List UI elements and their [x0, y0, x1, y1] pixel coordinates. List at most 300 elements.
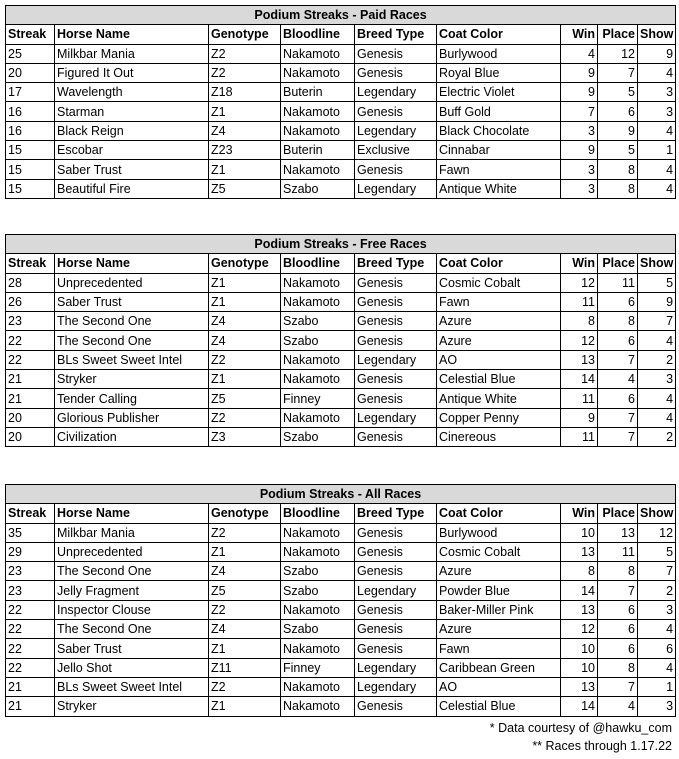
cell-show: 12	[638, 523, 676, 542]
cell-breed-type: Legendary	[355, 581, 437, 600]
cell-place: 7	[598, 408, 638, 427]
cell-show: 4	[638, 63, 676, 82]
column-header-breed-type: Breed Type	[355, 254, 437, 273]
table-row	[6, 389, 676, 408]
cell-coat-color: Burlywood	[437, 523, 561, 542]
cell-bloodline: Szabo	[281, 427, 355, 446]
column-header-streak: Streak	[6, 254, 55, 273]
cell-breed-type: Legendary	[355, 677, 437, 696]
column-header-win: Win	[561, 504, 598, 523]
cell-win: 10	[561, 658, 598, 677]
cell-genotype: Z2	[209, 408, 281, 427]
cell-horse-name: Milkbar Mania	[55, 44, 209, 63]
column-header-bloodline: Bloodline	[281, 25, 355, 44]
cell-streak: 22	[6, 620, 55, 639]
cell-bloodline: Szabo	[281, 562, 355, 581]
cell-win: 3	[561, 179, 598, 198]
cell-streak: 20	[6, 408, 55, 427]
cell-coat-color: Royal Blue	[437, 63, 561, 82]
column-header-breed-type: Breed Type	[355, 504, 437, 523]
cell-breed-type: Genesis	[355, 292, 437, 311]
cell-genotype: Z4	[209, 562, 281, 581]
cell-show: 4	[638, 389, 676, 408]
cell-horse-name: Jelly Fragment	[55, 581, 209, 600]
cell-show: 7	[638, 312, 676, 331]
cell-breed-type: Genesis	[355, 542, 437, 561]
cell-horse-name: Unprecedented	[55, 542, 209, 561]
cell-bloodline: Nakamoto	[281, 370, 355, 389]
column-header-horse-name: Horse Name	[55, 25, 209, 44]
cell-streak: 22	[6, 350, 55, 369]
cell-place: 12	[598, 44, 638, 63]
cell-place: 4	[598, 370, 638, 389]
cell-horse-name: Figured It Out	[55, 63, 209, 82]
cell-bloodline: Buterin	[281, 141, 355, 160]
cell-place: 7	[598, 350, 638, 369]
cell-bloodline: Nakamoto	[281, 44, 355, 63]
cell-streak: 22	[6, 331, 55, 350]
cell-bloodline: Nakamoto	[281, 273, 355, 292]
column-header-coat-color: Coat Color	[437, 25, 561, 44]
cell-place: 6	[598, 389, 638, 408]
cell-coat-color: Fawn	[437, 639, 561, 658]
column-header-place: Place	[598, 254, 638, 273]
cell-win: 10	[561, 639, 598, 658]
cell-coat-color: Fawn	[437, 160, 561, 179]
cell-coat-color: Azure	[437, 562, 561, 581]
cell-breed-type: Genesis	[355, 370, 437, 389]
cell-horse-name: The Second One	[55, 562, 209, 581]
cell-horse-name: Starman	[55, 102, 209, 121]
column-header-place: Place	[598, 25, 638, 44]
cell-horse-name: Inspector Clouse	[55, 600, 209, 619]
cell-place: 8	[598, 658, 638, 677]
cell-breed-type: Legendary	[355, 179, 437, 198]
cell-horse-name: Glorious Publisher	[55, 408, 209, 427]
column-header-genotype: Genotype	[209, 254, 281, 273]
cell-bloodline: Finney	[281, 389, 355, 408]
cell-coat-color: Cosmic Cobalt	[437, 542, 561, 561]
table-row	[6, 658, 676, 677]
cell-coat-color: Electric Violet	[437, 83, 561, 102]
cell-horse-name: BLs Sweet Sweet Intel	[55, 677, 209, 696]
cell-win: 11	[561, 389, 598, 408]
cell-horse-name: Civilization	[55, 427, 209, 446]
table-row	[6, 562, 676, 581]
cell-horse-name: Stryker	[55, 697, 209, 716]
cell-win: 8	[561, 312, 598, 331]
cell-breed-type: Genesis	[355, 523, 437, 542]
cell-streak: 20	[6, 63, 55, 82]
table-row	[6, 44, 676, 63]
cell-breed-type: Genesis	[355, 63, 437, 82]
table-row	[6, 370, 676, 389]
cell-show: 9	[638, 292, 676, 311]
cell-place: 8	[598, 179, 638, 198]
cell-genotype: Z1	[209, 273, 281, 292]
cell-streak: 21	[6, 697, 55, 716]
cell-coat-color: Cinnabar	[437, 141, 561, 160]
table-row	[6, 408, 676, 427]
cell-breed-type: Legendary	[355, 350, 437, 369]
column-header-breed-type: Breed Type	[355, 25, 437, 44]
cell-show: 3	[638, 600, 676, 619]
table-row	[6, 581, 676, 600]
cell-genotype: Z2	[209, 677, 281, 696]
cell-show: 4	[638, 160, 676, 179]
cell-place: 7	[598, 63, 638, 82]
cell-bloodline: Nakamoto	[281, 292, 355, 311]
cell-bloodline: Nakamoto	[281, 63, 355, 82]
cell-bloodline: Finney	[281, 658, 355, 677]
cell-show: 5	[638, 273, 676, 292]
cell-show: 2	[638, 427, 676, 446]
cell-streak: 15	[6, 160, 55, 179]
table-row	[6, 350, 676, 369]
cell-win: 13	[561, 542, 598, 561]
cell-streak: 21	[6, 389, 55, 408]
cell-streak: 29	[6, 542, 55, 561]
column-header-bloodline: Bloodline	[281, 254, 355, 273]
cell-streak: 25	[6, 44, 55, 63]
cell-breed-type: Genesis	[355, 427, 437, 446]
cell-show: 2	[638, 581, 676, 600]
column-header-horse-name: Horse Name	[55, 254, 209, 273]
cell-genotype: Z1	[209, 292, 281, 311]
table-row	[6, 121, 676, 140]
table-row	[6, 179, 676, 198]
cell-breed-type: Genesis	[355, 102, 437, 121]
cell-breed-type: Legendary	[355, 408, 437, 427]
cell-coat-color: Burlywood	[437, 44, 561, 63]
cell-show: 6	[638, 639, 676, 658]
cell-show: 3	[638, 697, 676, 716]
table-row	[6, 523, 676, 542]
cell-bloodline: Szabo	[281, 179, 355, 198]
cell-streak: 23	[6, 312, 55, 331]
cell-breed-type: Genesis	[355, 639, 437, 658]
cell-win: 13	[561, 677, 598, 696]
cell-win: 12	[561, 620, 598, 639]
column-header-show: Show	[638, 504, 676, 523]
cell-show: 4	[638, 658, 676, 677]
cell-win: 11	[561, 427, 598, 446]
cell-win: 9	[561, 141, 598, 160]
table-row	[6, 677, 676, 696]
paid-races-table	[5, 5, 676, 199]
cell-show: 3	[638, 102, 676, 121]
column-header-place: Place	[598, 504, 638, 523]
cell-place: 11	[598, 542, 638, 561]
cell-place: 6	[598, 292, 638, 311]
column-header-horse-name: Horse Name	[55, 504, 209, 523]
cell-show: 9	[638, 44, 676, 63]
table-row	[6, 102, 676, 121]
cell-bloodline: Nakamoto	[281, 677, 355, 696]
cell-win: 11	[561, 292, 598, 311]
cell-streak: 35	[6, 523, 55, 542]
cell-genotype: Z4	[209, 121, 281, 140]
table-title: Podium Streaks - Free Races	[6, 235, 676, 254]
cell-place: 7	[598, 581, 638, 600]
cell-streak: 21	[6, 370, 55, 389]
cell-coat-color: Fawn	[437, 292, 561, 311]
column-header-streak: Streak	[6, 25, 55, 44]
column-header-win: Win	[561, 254, 598, 273]
table-row	[6, 331, 676, 350]
cell-coat-color: Baker-Miller Pink	[437, 600, 561, 619]
free-races-table	[5, 234, 676, 447]
cell-horse-name: Saber Trust	[55, 292, 209, 311]
cell-genotype: Z5	[209, 581, 281, 600]
cell-coat-color: Antique White	[437, 179, 561, 198]
cell-genotype: Z18	[209, 83, 281, 102]
cell-streak: 20	[6, 427, 55, 446]
table-row	[6, 542, 676, 561]
cell-horse-name: Saber Trust	[55, 160, 209, 179]
cell-bloodline: Nakamoto	[281, 542, 355, 561]
cell-win: 9	[561, 408, 598, 427]
footnote-data-source: * Data courtesy of @hawku_com	[489, 721, 672, 735]
column-header-show: Show	[638, 25, 676, 44]
cell-place: 5	[598, 83, 638, 102]
table-row	[6, 697, 676, 716]
cell-coat-color: Black Chocolate	[437, 121, 561, 140]
column-header-genotype: Genotype	[209, 25, 281, 44]
cell-genotype: Z4	[209, 331, 281, 350]
cell-bloodline: Nakamoto	[281, 350, 355, 369]
cell-place: 6	[598, 600, 638, 619]
cell-win: 12	[561, 331, 598, 350]
cell-win: 9	[561, 83, 598, 102]
cell-win: 3	[561, 121, 598, 140]
cell-genotype: Z1	[209, 639, 281, 658]
cell-genotype: Z11	[209, 658, 281, 677]
cell-show: 1	[638, 141, 676, 160]
cell-place: 13	[598, 523, 638, 542]
table-row	[6, 620, 676, 639]
cell-breed-type: Legendary	[355, 658, 437, 677]
table-row	[6, 427, 676, 446]
cell-bloodline: Nakamoto	[281, 102, 355, 121]
cell-genotype: Z4	[209, 620, 281, 639]
cell-coat-color: Cinereous	[437, 427, 561, 446]
cell-win: 14	[561, 581, 598, 600]
cell-place: 11	[598, 273, 638, 292]
cell-bloodline: Szabo	[281, 581, 355, 600]
cell-streak: 22	[6, 658, 55, 677]
cell-streak: 26	[6, 292, 55, 311]
cell-horse-name: Jello Shot	[55, 658, 209, 677]
cell-streak: 28	[6, 273, 55, 292]
cell-bloodline: Nakamoto	[281, 600, 355, 619]
cell-horse-name: Black Reign	[55, 121, 209, 140]
cell-genotype: Z2	[209, 600, 281, 619]
cell-streak: 23	[6, 562, 55, 581]
table-row	[6, 312, 676, 331]
cell-horse-name: Milkbar Mania	[55, 523, 209, 542]
cell-genotype: Z1	[209, 542, 281, 561]
cell-horse-name: Saber Trust	[55, 639, 209, 658]
cell-coat-color: Antique White	[437, 389, 561, 408]
column-header-coat-color: Coat Color	[437, 254, 561, 273]
cell-show: 4	[638, 121, 676, 140]
cell-place: 6	[598, 639, 638, 658]
cell-bloodline: Nakamoto	[281, 523, 355, 542]
cell-genotype: Z1	[209, 160, 281, 179]
cell-place: 6	[598, 620, 638, 639]
table-row	[6, 83, 676, 102]
column-header-win: Win	[561, 25, 598, 44]
cell-coat-color: Azure	[437, 331, 561, 350]
cell-genotype: Z1	[209, 370, 281, 389]
cell-win: 12	[561, 273, 598, 292]
cell-show: 4	[638, 620, 676, 639]
cell-coat-color: Celestial Blue	[437, 697, 561, 716]
cell-coat-color: AO	[437, 350, 561, 369]
cell-bloodline: Nakamoto	[281, 697, 355, 716]
table-title: Podium Streaks - All Races	[6, 485, 676, 504]
table-row	[6, 160, 676, 179]
all-races-table	[5, 484, 676, 717]
column-header-show: Show	[638, 254, 676, 273]
cell-place: 6	[598, 102, 638, 121]
column-header-bloodline: Bloodline	[281, 504, 355, 523]
cell-place: 6	[598, 331, 638, 350]
cell-place: 8	[598, 562, 638, 581]
cell-breed-type: Exclusive	[355, 141, 437, 160]
cell-breed-type: Genesis	[355, 620, 437, 639]
cell-place: 4	[598, 697, 638, 716]
cell-breed-type: Genesis	[355, 697, 437, 716]
cell-bloodline: Szabo	[281, 331, 355, 350]
cell-breed-type: Legendary	[355, 83, 437, 102]
cell-horse-name: Tender Calling	[55, 389, 209, 408]
cell-breed-type: Genesis	[355, 160, 437, 179]
cell-streak: 15	[6, 141, 55, 160]
table-row	[6, 63, 676, 82]
cell-coat-color: Azure	[437, 620, 561, 639]
cell-win: 14	[561, 697, 598, 716]
cell-genotype: Z23	[209, 141, 281, 160]
cell-breed-type: Genesis	[355, 44, 437, 63]
cell-place: 8	[598, 160, 638, 179]
cell-breed-type: Genesis	[355, 312, 437, 331]
cell-coat-color: Copper Penny	[437, 408, 561, 427]
cell-place: 7	[598, 677, 638, 696]
cell-horse-name: BLs Sweet Sweet Intel	[55, 350, 209, 369]
cell-bloodline: Nakamoto	[281, 121, 355, 140]
cell-genotype: Z2	[209, 44, 281, 63]
cell-show: 4	[638, 408, 676, 427]
cell-horse-name: Stryker	[55, 370, 209, 389]
cell-streak: 23	[6, 581, 55, 600]
cell-streak: 21	[6, 677, 55, 696]
column-header-coat-color: Coat Color	[437, 504, 561, 523]
cell-horse-name: Wavelength	[55, 83, 209, 102]
cell-show: 1	[638, 677, 676, 696]
cell-win: 3	[561, 160, 598, 179]
cell-bloodline: Nakamoto	[281, 639, 355, 658]
cell-place: 8	[598, 312, 638, 331]
cell-show: 2	[638, 350, 676, 369]
cell-genotype: Z2	[209, 350, 281, 369]
cell-breed-type: Genesis	[355, 600, 437, 619]
cell-breed-type: Genesis	[355, 331, 437, 350]
cell-win: 10	[561, 523, 598, 542]
cell-breed-type: Genesis	[355, 273, 437, 292]
cell-bloodline: Szabo	[281, 620, 355, 639]
cell-place: 5	[598, 141, 638, 160]
cell-streak: 22	[6, 639, 55, 658]
cell-coat-color: Buff Gold	[437, 102, 561, 121]
cell-coat-color: Celestial Blue	[437, 370, 561, 389]
cell-horse-name: The Second One	[55, 331, 209, 350]
cell-breed-type: Legendary	[355, 121, 437, 140]
cell-place: 9	[598, 121, 638, 140]
cell-genotype: Z4	[209, 312, 281, 331]
cell-horse-name: Unprecedented	[55, 273, 209, 292]
table-title: Podium Streaks - Paid Races	[6, 6, 676, 25]
table-row	[6, 639, 676, 658]
table-row	[6, 600, 676, 619]
cell-bloodline: Szabo	[281, 312, 355, 331]
cell-show: 4	[638, 179, 676, 198]
cell-show: 3	[638, 370, 676, 389]
cell-streak: 16	[6, 121, 55, 140]
cell-genotype: Z2	[209, 63, 281, 82]
cell-breed-type: Genesis	[355, 389, 437, 408]
cell-win: 13	[561, 600, 598, 619]
table-row	[6, 292, 676, 311]
cell-streak: 22	[6, 600, 55, 619]
cell-show: 4	[638, 331, 676, 350]
cell-horse-name: Beautiful Fire	[55, 179, 209, 198]
cell-win: 9	[561, 63, 598, 82]
cell-breed-type: Genesis	[355, 562, 437, 581]
cell-horse-name: The Second One	[55, 312, 209, 331]
cell-place: 7	[598, 427, 638, 446]
column-header-genotype: Genotype	[209, 504, 281, 523]
cell-win: 14	[561, 370, 598, 389]
cell-horse-name: The Second One	[55, 620, 209, 639]
cell-coat-color: Caribbean Green	[437, 658, 561, 677]
cell-win: 7	[561, 102, 598, 121]
cell-streak: 17	[6, 83, 55, 102]
cell-genotype: Z2	[209, 523, 281, 542]
cell-show: 7	[638, 562, 676, 581]
cell-genotype: Z1	[209, 697, 281, 716]
cell-genotype: Z3	[209, 427, 281, 446]
cell-show: 3	[638, 83, 676, 102]
footnote-race-date: ** Races through 1.17.22	[532, 739, 672, 753]
cell-bloodline: Nakamoto	[281, 408, 355, 427]
cell-genotype: Z1	[209, 102, 281, 121]
cell-horse-name: Escobar	[55, 141, 209, 160]
cell-show: 5	[638, 542, 676, 561]
cell-coat-color: Cosmic Cobalt	[437, 273, 561, 292]
table-row	[6, 141, 676, 160]
table-row	[6, 273, 676, 292]
cell-bloodline: Nakamoto	[281, 160, 355, 179]
cell-coat-color: AO	[437, 677, 561, 696]
cell-streak: 16	[6, 102, 55, 121]
cell-genotype: Z5	[209, 389, 281, 408]
cell-genotype: Z5	[209, 179, 281, 198]
cell-bloodline: Buterin	[281, 83, 355, 102]
cell-win: 13	[561, 350, 598, 369]
column-header-streak: Streak	[6, 504, 55, 523]
